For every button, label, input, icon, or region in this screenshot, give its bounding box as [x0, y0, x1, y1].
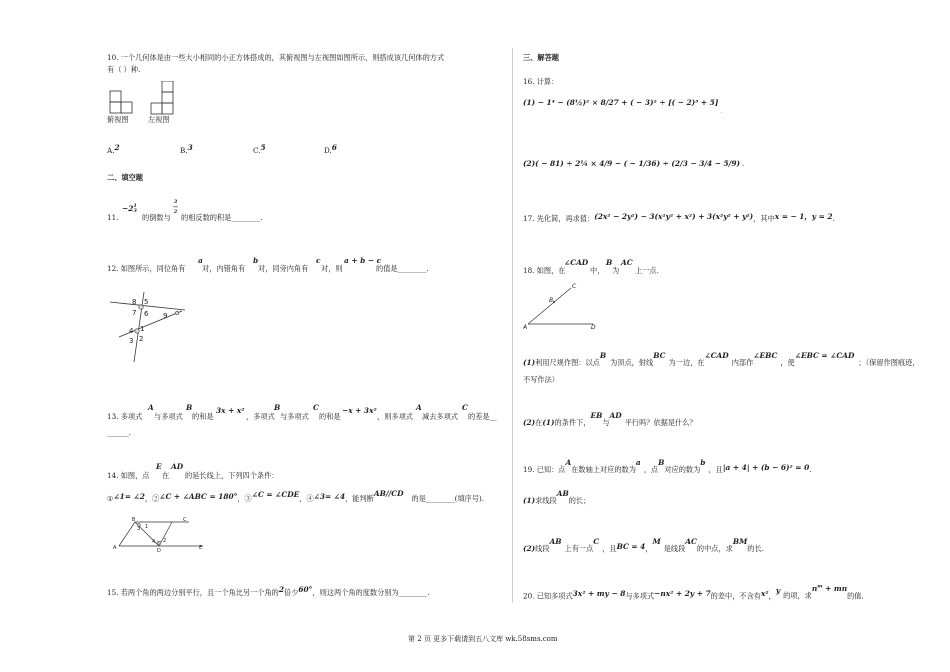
q19-p2-t7: 的长.	[747, 544, 764, 553]
q12-text-5: 的值是________.	[376, 264, 429, 273]
q15-text-1: 15. 若两个角的两边分别平行，且一个角比另一个角的	[107, 588, 279, 597]
q10-left-view-label: 左视图	[148, 115, 170, 124]
option-value: 5	[260, 143, 266, 152]
q17-condition: x = − 1，y = 2	[774, 212, 833, 221]
q14-text-1: 14. 如图，点	[107, 471, 150, 480]
q12-label-5: 5	[144, 298, 149, 306]
q10-option-d[interactable]	[324, 143, 337, 156]
q18-p2-ad: AD	[609, 411, 622, 420]
q17-line	[523, 214, 835, 224]
q12-label-2: 2	[139, 335, 144, 343]
q16-dot-2: .	[742, 159, 745, 168]
q14-label-A: A	[113, 545, 117, 551]
q14-AD: AD	[171, 462, 184, 471]
q19-p2-num: (2)	[523, 544, 536, 553]
q13-text-8: 减去多项式	[422, 412, 458, 421]
q18-p1-t6: ；（保留作图痕迹，	[858, 358, 920, 367]
q13-C2: C	[462, 403, 468, 412]
q20-y: y	[775, 586, 781, 596]
q15-line	[107, 585, 430, 598]
option-letter: B.	[180, 146, 188, 155]
option-letter: A.	[107, 146, 115, 155]
q18-p1-ebc: ∠EBC	[753, 351, 778, 360]
q19-t6: .	[809, 465, 812, 474]
q19-t1: 19. 已知：点	[523, 465, 566, 474]
q12-text-4: 对，则	[321, 264, 343, 273]
q20-line	[523, 584, 864, 601]
q12-text-1: 12. 如图所示，同位角有	[107, 264, 186, 273]
q11-fraction: 3 — 2	[173, 199, 178, 215]
q12-var-a: a	[198, 256, 203, 265]
q19-p1-t2: 的长；	[568, 496, 591, 505]
q20-exp: m	[817, 584, 823, 590]
q11-fraction-numerator: 3	[173, 199, 178, 205]
q18-label-D: D	[591, 324, 596, 331]
q20-t6: 的值.	[847, 591, 864, 601]
q18-p2-eb: EB	[590, 411, 603, 420]
q13-text-4: ，多项式	[246, 412, 275, 421]
q18-p2-t2: 的条件下，	[554, 418, 591, 427]
q19-p2-bm: BM	[732, 537, 748, 546]
q19-p2-t5: 是线段	[663, 544, 686, 553]
q20-t2: 与多项式	[625, 591, 655, 601]
q13-A1: A	[148, 403, 154, 412]
option-value: 3	[187, 143, 193, 152]
q13-sum-2: −x + 3x²	[342, 406, 377, 415]
q18-text-4: 上一点.	[635, 266, 659, 275]
q18-p1-b: B	[599, 351, 607, 360]
q11-fraction-denominator: 2	[173, 209, 178, 215]
q18-text-1: 18. 如图，在	[523, 266, 566, 275]
q19-line	[523, 458, 812, 475]
q11-text-2: 的相反数的积是________.	[181, 213, 263, 222]
q19-A: A	[565, 458, 572, 467]
q14-text-2: 在	[162, 471, 170, 480]
q16-expr-1: (1) − 1⁴ − (8½)² × 8/27 + ( − 3)² ÷ [( − 2)³ + 5]	[523, 98, 719, 107]
q15-two: 2	[278, 585, 284, 594]
q19-p2-t3: ，且	[602, 544, 617, 553]
q14-label-2: 2	[163, 538, 167, 544]
q19-t5: ，且	[708, 465, 723, 474]
q15-text-2: 倍少	[284, 588, 299, 597]
q19-p2-t2: 上有一点	[564, 544, 594, 553]
section-3-title: 三、解答题	[523, 53, 559, 62]
q14-text-4: ，能判断	[345, 494, 374, 503]
q14-c3: ∠C = ∠CDE	[251, 490, 300, 499]
q14-c2: ∠C + ∠ABC = 180°	[159, 492, 238, 501]
q19-p2-m: M	[652, 537, 661, 546]
q12-label-4: 4	[129, 327, 134, 335]
q14-figure	[107, 516, 207, 554]
q14-text-3: 的延长线上，下列四个条件：	[185, 471, 279, 480]
q16-expr-2: (2)( − 81) ÷ 2¼ × 4/9 − ( − 1/36) ÷ (2/3 − 3/4 − 5/9)	[523, 159, 741, 168]
q12-var-b: b	[253, 256, 259, 265]
q14-label-B: B	[132, 517, 136, 523]
q18-p1-eq: ∠EBC = ∠CAD	[794, 351, 855, 360]
q18-figure	[523, 282, 603, 332]
q11-mixed-denominator: 3	[133, 208, 137, 214]
q18-p1-cad: ∠CAD	[704, 351, 729, 360]
q18-B: B	[606, 258, 613, 267]
q14-c3-mark: ，③	[237, 494, 252, 503]
q18-label-B: B	[549, 297, 554, 304]
q19-part1-line	[523, 489, 591, 506]
q14-label-D: D	[157, 548, 161, 554]
q16-text: 16. 计算：	[523, 77, 559, 86]
q19-b: b	[700, 458, 706, 467]
q10-text-line2: 有（ ）种.	[107, 65, 141, 74]
q18-part1-line1	[523, 351, 920, 368]
q17-text-3: .	[832, 214, 835, 223]
q13-sum-1: 3x + x²	[216, 406, 245, 415]
option-value: 2	[114, 143, 120, 152]
q12-var-c: c	[316, 256, 321, 265]
q13-C1: C	[313, 403, 319, 412]
q10-top-view-label: 俯视图	[107, 115, 129, 124]
q18-point-b	[553, 301, 555, 303]
q19-p2-ab: AB	[549, 537, 562, 546]
q18-p1-bc: BC	[653, 351, 666, 360]
q18-p2-t1: 在	[535, 418, 543, 427]
q19-t2: 在数轴上对应的数为	[571, 465, 636, 474]
q10-option-a[interactable]	[107, 143, 120, 156]
q14-c4: ∠3= ∠4	[313, 492, 346, 501]
q19-part2-line	[523, 537, 764, 554]
q14-label-4: 4	[152, 539, 156, 545]
q19-B: B	[658, 458, 665, 467]
q12-label-7: 7	[132, 309, 137, 317]
q19-a: a	[635, 458, 641, 467]
q12-label-1: 1	[140, 325, 145, 333]
q18-text-2: 中，	[590, 266, 605, 275]
q18-p2-num: (2)	[523, 418, 536, 427]
q19-p2-t6: 的中点，求	[696, 544, 733, 553]
q19-p1-num: (1)	[523, 496, 536, 505]
q13-text-7: ，则多项式	[377, 412, 413, 421]
q12-label-8: 8	[132, 298, 137, 306]
q14-ab-cd: AB//CD	[373, 489, 404, 498]
q13-text-9: 的差是__	[468, 412, 497, 421]
q18-text-3: 为	[612, 266, 620, 275]
q19-p2-c: C	[593, 537, 600, 546]
q18-AC: AC	[621, 258, 633, 267]
q12-label-9: 9	[163, 312, 168, 320]
q18-p1-t4: 内部作	[731, 358, 754, 367]
q19-t3: ，点	[643, 465, 659, 474]
q19-p2-t1: 线段	[535, 544, 550, 553]
q14-label-E: E	[199, 545, 203, 551]
q20-n: n	[811, 584, 818, 594]
q11-mixed-number	[122, 204, 137, 214]
q14-c1-mark: ①	[107, 494, 114, 503]
q11-mixed-numerator: 1	[133, 203, 137, 209]
page-footer: 第 2 页 更多下载请到五八文库 wk.58sms.com	[408, 635, 558, 643]
q19-p2-ac: AC	[685, 537, 697, 546]
q20-target	[812, 584, 847, 593]
q18-p2-t4: 平行吗？依据是什么？	[624, 418, 697, 427]
q13-text-5: 与多项式	[280, 412, 309, 421]
q18-cad: ∠CAD	[564, 258, 589, 267]
q16-part-2	[523, 159, 744, 169]
q15-text-3: ，则这两个角的度数分别为________.	[312, 588, 430, 597]
q14-label-1: 1	[145, 524, 149, 530]
q20-t5: 的项，求	[783, 591, 812, 601]
q17-expression: (2x² − 2y²) − 3(x²y² + x²) + 3(x²y² + y²)	[594, 212, 754, 221]
q14-label-3: 3	[137, 526, 141, 532]
q11-text-1: 的倒数与	[142, 213, 171, 222]
q11-number: 11.	[107, 213, 119, 222]
q10-option-b[interactable]	[180, 143, 193, 156]
q14-E: E	[156, 462, 162, 471]
q19-p2-bc: BC = 4	[616, 542, 646, 551]
q11-whole: −2	[122, 204, 134, 213]
q15-sixty: 60°	[298, 585, 313, 594]
q10-option-c[interactable]	[253, 143, 266, 156]
q20-poly-1: 3x² + my − 8	[572, 589, 626, 599]
q19-p1-ab: AB	[556, 489, 569, 498]
q18-p1-t2: 为顶点，射线	[610, 358, 654, 367]
q18-p1-t1: 利用尺规作图：以点	[535, 358, 600, 367]
option-letter: C.	[253, 146, 261, 155]
q12-label-3: 3	[129, 337, 134, 345]
q18-p1-t7: 不写作法）	[523, 375, 559, 384]
q20-x2: x²	[760, 589, 769, 599]
q19-p1-t1: 求线段	[535, 496, 557, 505]
q12-text-2: 对，内错角有	[202, 264, 246, 273]
q14-label-C: C	[183, 517, 187, 523]
q13-B1: B	[186, 403, 193, 412]
q18-label-A: A	[523, 324, 528, 331]
q13-text-1: 13. 多项式	[107, 412, 143, 421]
q17-text-2: ，其中	[753, 214, 775, 223]
q18-label-C: C	[572, 283, 577, 290]
q14-c2-mark: ，②	[144, 494, 160, 503]
option-value: 6	[331, 143, 337, 152]
q13-B2: B	[274, 403, 281, 412]
q20-poly-2: −nx² + 2y + 7	[654, 589, 711, 599]
q20-t3: 的差中，不含有	[710, 591, 761, 601]
q16-dot-1: .	[720, 109, 722, 115]
q18-p1-num: (1)	[523, 358, 536, 367]
q19-t4: 对应的数为	[664, 465, 701, 474]
q16-part-1	[523, 98, 722, 115]
q20-t1: 20. 已知多项式	[523, 591, 573, 601]
q20-t4: ，	[768, 591, 776, 601]
q12-label-6: 6	[144, 310, 149, 318]
q14-c4-mark: ，④	[299, 494, 314, 503]
q19-equation: |a + 4| + (b − 6)² = 0	[722, 463, 810, 472]
q18-p1-t5: ，使	[780, 358, 795, 367]
q14-c1: ∠1= ∠2	[113, 492, 145, 501]
option-letter: D.	[324, 146, 332, 155]
q17-text-1: 17. 先化简，再求值：	[523, 214, 595, 223]
q12-figure	[107, 290, 197, 370]
q18-p2-t3: 与	[602, 418, 610, 427]
column-divider	[512, 48, 513, 603]
q14-conditions	[107, 489, 485, 504]
q19-p2-t4: ，	[645, 544, 653, 553]
q12-expression: a + b − c	[344, 256, 382, 265]
q13-text-2: 与多项式	[154, 412, 183, 421]
q18-p1-t3: 为一边，在	[668, 358, 705, 367]
q13-text-10: ______.	[107, 428, 131, 437]
q20-rest: + mn	[822, 584, 848, 594]
q12-text-3: 对，同旁内角有	[258, 264, 309, 273]
q18-p2-one: (1)	[542, 418, 555, 427]
q13-A2: A	[416, 403, 422, 412]
q10-text-line1: 10. 一个几何体是由一些大小相同的小正方体搭成的，其俯视图与左视图如图所示，则搭成该几何体的方式	[107, 53, 445, 62]
q18-part2-line	[523, 411, 697, 428]
q13-text-3: 的和是	[192, 412, 214, 421]
section-2-title: 二、填空题	[107, 173, 143, 182]
q13-text-6: 的和是	[319, 412, 341, 421]
q14-text-5: 的是________(填序号).	[411, 494, 485, 503]
